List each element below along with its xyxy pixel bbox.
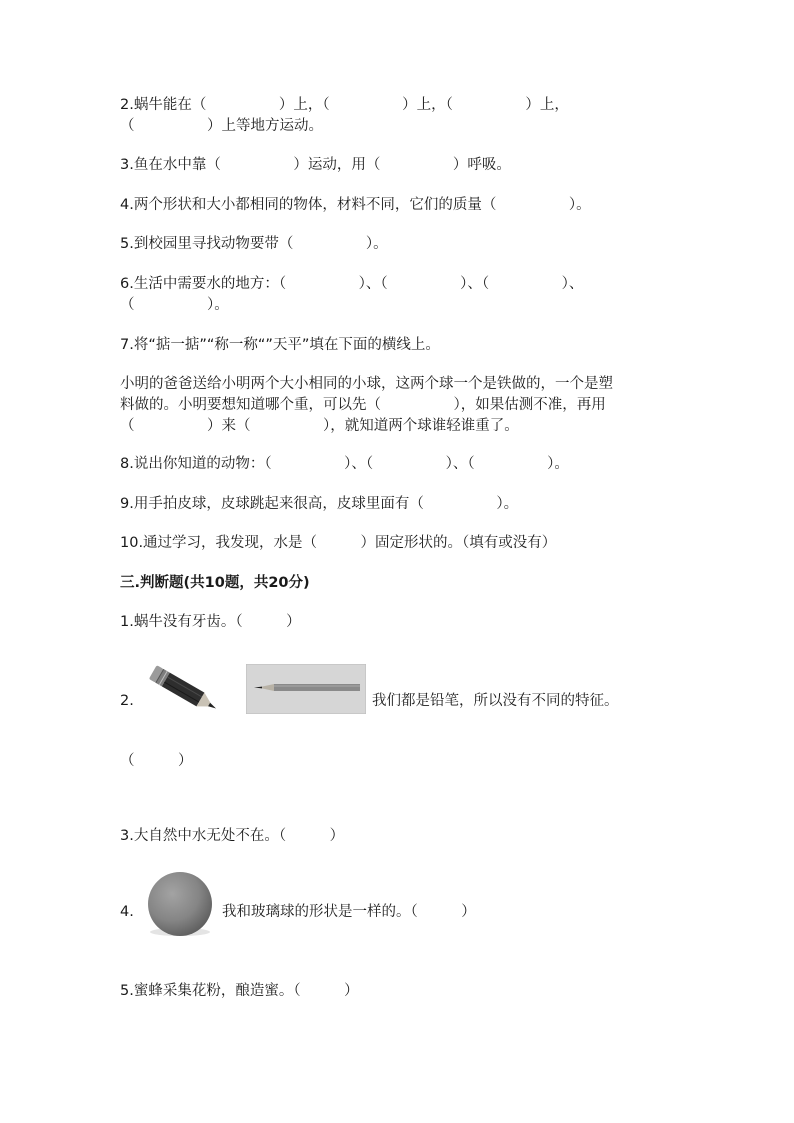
section-three-heading: 三.判断题(共10题，共20分) xyxy=(120,575,310,591)
ball-icon xyxy=(142,870,216,940)
question-2-line-2: （ ）上等地方运动。 xyxy=(120,118,323,134)
pencil-photo xyxy=(246,664,366,714)
question-4: 4.两个形状和大小都相同的物体，材料不同，它们的质量（ ）。 xyxy=(120,197,591,213)
judge-3: 3.大自然中水无处不在。（ ） xyxy=(120,828,345,844)
question-7-title: 7.将“掂一掂”“称一称“”天平”填在下面的横线上。 xyxy=(120,337,440,353)
judge-4-number: 4. xyxy=(120,904,134,920)
question-7-body-line-2: 料做的。小明要想知道哪个重，可以先（ ），如果估测不准，再用 xyxy=(120,397,606,413)
question-10: 10.通过学习，我发现，水是（ ）固定形状的。（填有或没有） xyxy=(120,535,557,551)
question-2-line-1: 2.蜗牛能在（ ）上，（ ）上，（ ）上， xyxy=(120,97,569,113)
question-7-body-line-1: 小明的爸爸送给小明两个大小相同的小球，这两个球一个是铁做的，一个是塑 xyxy=(120,376,613,392)
judge-5: 5.蜜蜂采集花粉，酿造蜜。（ ） xyxy=(120,983,359,999)
question-6-line-2: （ ）。 xyxy=(120,297,229,313)
question-8: 8.说出你知道的动物：（ ）、（ ）、（ ）。 xyxy=(120,456,569,472)
question-7-body-line-3: （ ）来（ ），就知道两个球谁轻谁重了。 xyxy=(120,418,519,434)
judge-1: 1.蜗牛没有牙齿。（ ） xyxy=(120,614,301,630)
question-6-line-1: 6.生活中需要水的地方：（ ）、（ ）、（ ）、 xyxy=(120,276,584,292)
judge-2-text: 我们都是铅笔，所以没有不同的特征。 xyxy=(372,693,619,709)
question-9: 9.用手拍皮球，皮球跳起来很高，皮球里面有（ ）。 xyxy=(120,496,519,512)
judge-4-text: 我和玻璃球的形状是一样的。（ ） xyxy=(222,904,476,920)
pencil-icon xyxy=(140,662,226,716)
judge-2-number: 2. xyxy=(120,693,134,709)
question-3: 3.鱼在水中靠（ ）运动，用（ ）呼吸。 xyxy=(120,157,511,173)
question-5: 5.到校园里寻找动物要带（ ）。 xyxy=(120,236,388,252)
judge-2-answer: （ ） xyxy=(120,753,193,769)
